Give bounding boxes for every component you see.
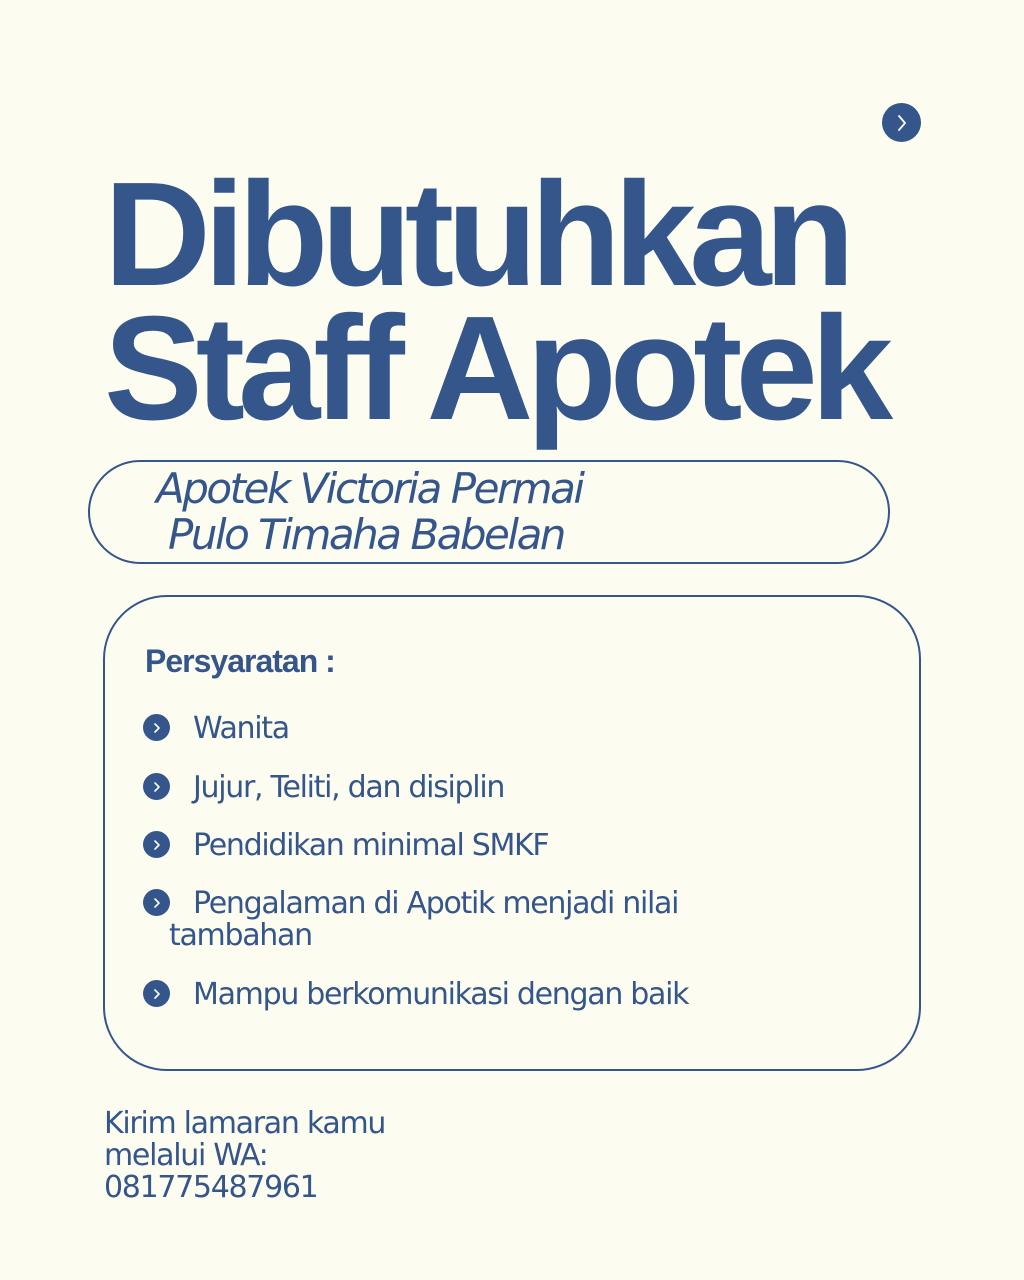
page-title [104, 152, 887, 451]
requirement-text: Mampu berkomunikasi dengan baik [193, 977, 689, 1012]
requirement-text: Pendidikan minimal SMKF [193, 828, 549, 863]
requirement-text: Jujur, Teliti, dan disiplin [193, 770, 505, 805]
headline-line-1: Dibutuhkan [104, 152, 848, 317]
chevron-right-circle-icon [143, 773, 170, 800]
pharmacy-location: Pulo Timaha Babelan [168, 510, 564, 559]
chevron-right-icon [895, 114, 909, 132]
contact-line-1: Kirim lamaran kamu [104, 1106, 386, 1141]
list-item [143, 979, 783, 1011]
pharmacy-name: Apotek Victoria Permai [156, 464, 583, 513]
contact-info [104, 1108, 385, 1204]
chevron-right-circle-icon [143, 831, 170, 858]
list-item [143, 772, 783, 804]
contact-line-2: melalui WA: [104, 1138, 268, 1173]
headline-line-2: Staff Apotek [104, 286, 887, 451]
chevron-right-circle-icon [143, 980, 170, 1007]
chevron-right-circle-icon [143, 714, 170, 741]
chevron-right-circle-icon [143, 889, 170, 916]
requirements-card [103, 595, 921, 1071]
pharmacy-name-pill [88, 460, 890, 564]
requirement-text: Pengalaman di Apotik menjadi nilai tambahan [169, 886, 679, 953]
list-item [143, 830, 783, 862]
list-item [143, 713, 783, 745]
requirements-heading: Persyaratan : [145, 643, 335, 679]
list-item [143, 888, 703, 952]
requirement-text: Wanita [193, 711, 289, 746]
next-button[interactable] [882, 103, 921, 142]
contact-phone: 081775487961 [104, 1170, 318, 1205]
